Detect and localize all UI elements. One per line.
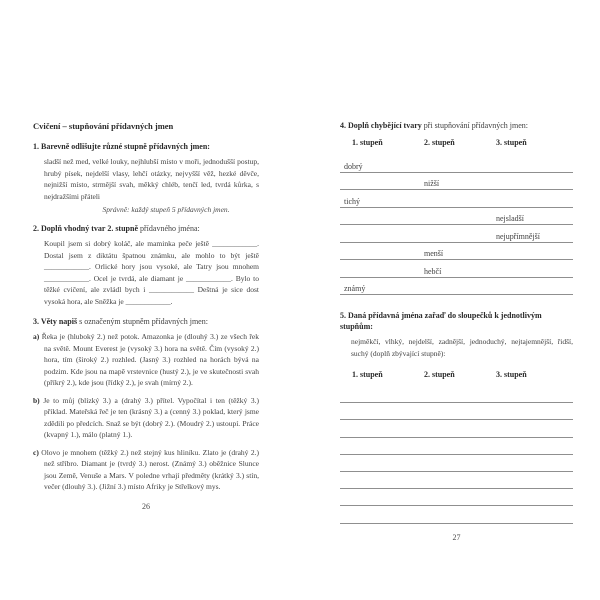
page-right xyxy=(340,120,573,542)
item-text: Řeka je (hluboký 2.) než potok. Amazonka je (dlouhý 3.) ze všech řek na světě. Mount Everest je (vysoký 3.) hora na světě. Čím (vysoký 2.) hora, tím (široký 2.) rozhled. (Jasný 3.) rozhled na horách bývá na podzim. Kde jsou na mapě vrstevnice (hustý 2.), je ve skutečnosti svah (příkrý 2.), kde jsou (řídký 2.), je svah (mírný 2.). xyxy=(41,332,259,387)
exercise3-item-a xyxy=(33,331,259,389)
exercise5-heading xyxy=(340,310,573,332)
exercise2-heading-rest: přídavného jména: xyxy=(138,224,200,233)
answer-line xyxy=(340,173,573,191)
answer-line xyxy=(340,155,573,173)
column-header-degree2: 2. stupeň xyxy=(424,370,455,379)
given-word: dobrý xyxy=(344,161,363,171)
exercise1-note: Správně: každý stupeň 5 přídavných jmen. xyxy=(102,205,230,214)
exercise5-column-headers xyxy=(340,370,573,382)
blank-line xyxy=(340,455,573,472)
page-number-left: 26 xyxy=(142,501,150,511)
answer-line xyxy=(340,225,573,243)
answer-line xyxy=(340,208,573,226)
column-header-degree3: 3. stupeň xyxy=(496,370,527,379)
given-word: nejupřímnější xyxy=(496,231,540,241)
answer-line xyxy=(340,260,573,278)
stage4-rows xyxy=(340,155,573,295)
column-header-degree1: 1. stupeň xyxy=(352,370,383,379)
given-word: menší xyxy=(424,249,444,258)
item-label: b) xyxy=(33,395,40,405)
blank-line xyxy=(340,403,573,420)
blank-line xyxy=(340,489,573,506)
exercise4-heading xyxy=(340,120,573,131)
blank-line xyxy=(340,386,573,403)
exercise4-heading-rest: při stupňování přídavných jmen: xyxy=(421,121,528,130)
exercise3-heading xyxy=(33,316,259,327)
exercise5-body: nejměkčí, vlhký, nejdelší, zadnější, jednoduchý, nejtajemnější, řidší, suchý (doplň zbývající stupně): xyxy=(351,337,573,358)
exercise3-item-c xyxy=(33,447,259,493)
column-header-degree1: 1. stupeň xyxy=(352,138,383,147)
item-text: Je to můj (blízký 3.) a (drahý 3.) přítel. Vypočítal i ten (těžký 3.) příklad. Mateřská řeč je ten (krásný 3.) a (cenný 3.) poklad, který jsme zdědili po předcích. Snaž se být (dobrý 2.). (Moudrý 2.) ustoupí. Práce (kvapný 1.), málo (platný 1.). xyxy=(43,395,260,439)
answer-line xyxy=(340,190,573,208)
given-word: tichý xyxy=(344,196,360,206)
given-word: nejsladší xyxy=(496,214,524,223)
blank-line xyxy=(340,506,573,523)
exercise2-heading xyxy=(33,223,259,234)
exercise3-heading-bold: 3. Věty napiš xyxy=(33,317,78,326)
answer-line xyxy=(340,278,573,296)
column-header-degree3: 3. stupeň xyxy=(496,138,527,147)
exercise4-column-headers xyxy=(340,138,573,150)
stage5-lines xyxy=(340,386,573,524)
exercise1-heading xyxy=(33,141,259,152)
exercise3-item-b xyxy=(33,395,259,441)
item-label: c) xyxy=(33,447,39,457)
blank-line xyxy=(340,420,573,437)
exercise2-heading-bold: 2. Doplň vhodný tvar 2. stupně xyxy=(33,224,138,233)
item-label: a) xyxy=(33,332,40,341)
page-title: Cvičení – stupňování přídavných jmen xyxy=(33,121,174,131)
exercise3-heading-rest: s označeným stupněm přídavných jmen: xyxy=(77,317,208,326)
exercise2-body: Koupil jsem si dobrý koláč, ale maminka peče ještě ____________. Dostal jsem z diktátu špatnou známku, ale mohlo to být ještě ____________. Orlické hory jsou vysoké, ale Tatry jsou mnohem ____________. Ocel je tvrdá, ale diamant je ____________. Bylo to těžké cvičení, ale zvládl bych i ____________ Deštná je sice dost vysoká hora, ale Sněžka je ____________. xyxy=(44,239,259,306)
blank-line xyxy=(340,472,573,489)
blank-line xyxy=(340,438,573,455)
column-header-degree2: 2. stupeň xyxy=(424,138,455,147)
given-word: nižší xyxy=(424,179,440,188)
given-word: hebčí xyxy=(424,266,442,276)
exercise5-heading-text: 5. Daná přídavná jména zařaď do sloupečků k jednotlivým stupňům: xyxy=(340,311,542,331)
item-text: Olovo je mnohem (těžký 2.) než stejný kus hliníku. Zlato je (drahý 2.) než stříbro. Diamant je (tvrdý 3.) nerost. (Známý 3.) oběžnice Slunce jsou Země, Venuše a Mars. V poledne vrhají předměty (krátký 3.) stín, večer (dlouhý 3.). (Jižní 3.) místo Afriky je Střelkový mys. xyxy=(41,447,259,491)
answer-line xyxy=(340,243,573,261)
page-left xyxy=(33,121,259,511)
page-number-right: 27 xyxy=(452,532,461,542)
exercise4-heading-bold: 4. Doplň chybějící tvary xyxy=(340,121,422,130)
exercise1-heading-text: 1. Barevně odlišujte různé stupně přídavných jmen: xyxy=(33,142,210,151)
given-word: známý xyxy=(344,284,366,293)
exercise1-body: sladší než med, velké louky, nejhlubší místo v moři, jednodušší postup, hrubý písek, nejdelší vlasy, lehčí otázky, nejvyšší věž, hezké děvče, nejnižší místo, strmější svah, měkký chléb, tenčí led, tvrdá kůrka, s nejdražšími přáteli xyxy=(44,157,259,201)
